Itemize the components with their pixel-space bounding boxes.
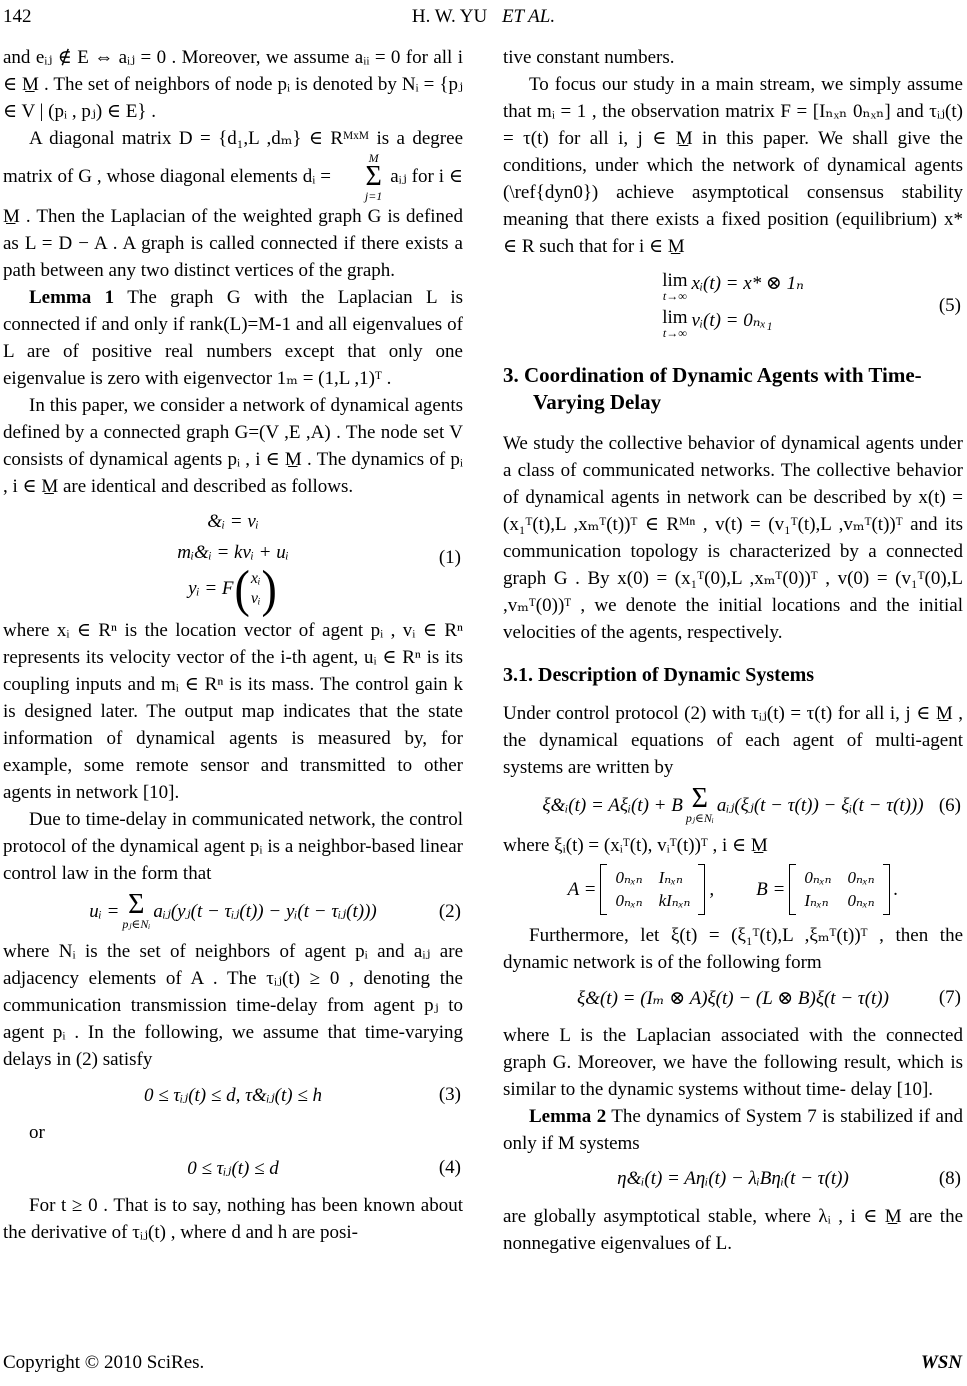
matrix-a-lhs: A = <box>567 878 597 900</box>
lemma-label: Lemma 1 <box>29 287 115 308</box>
equation-5 <box>503 266 963 346</box>
page-footer <box>3 1352 962 1374</box>
equation-segment: uᵢ = <box>89 900 120 922</box>
equation-3 <box>3 1078 463 1112</box>
equation-4 <box>3 1151 463 1185</box>
paragraph: where ξᵢ(t) = (xᵢᵀ(t), vᵢᵀ(t))ᵀ , i ∈ M̲ <box>503 835 768 856</box>
section-number: 3. <box>503 363 519 387</box>
equation-line <box>662 309 804 340</box>
separator: , <box>709 878 715 900</box>
equation-content: η&ᵢ(t) = Aηᵢ(t) − λᵢBηᵢ(t − τ(t)) <box>617 1168 849 1189</box>
summation-inline <box>339 152 382 203</box>
equation-number: (7) <box>938 987 961 1008</box>
paragraph: We study the collective behavior of dynamical agents under a class of communicated networks. The collective behavior of dynamical agents in network can be described by x(t) = (x₁ᵀ(t),L ,xₘᵀ(t))ᵀ ∈ Rᴹⁿ , v(t) = (v₁ᵀ(t),L ,vₘᵀ(t))ᵀ and its communication topology is characterized by a connected graph G . By x(0) = (x₁ᵀ(0),L ,xₘᵀ(0))ᵀ , v(0) = (v₁ᵀ(0),L ,vₘᵀ(0))ᵀ , we denote the initial locations and the initial velocities of the agents, respectively. <box>503 433 963 643</box>
matrix-cell: Iₙₓₙ <box>804 891 829 910</box>
matrix-cell: kIₙₓₙ <box>658 891 691 910</box>
right-paren: ) <box>261 559 277 618</box>
matrix-cell: Iₙₓₙ <box>658 868 683 887</box>
equation-content: ξ&(t) = (Iₘ ⊗ A)ξ(t) − (L ⊗ B)ξ(t − τ(t)) <box>577 987 889 1009</box>
equation-number: (5) <box>938 295 961 316</box>
equation-segment: vᵢ(t) = 0ₙₓ₁ <box>691 310 773 331</box>
equation-8 <box>503 1162 963 1196</box>
paragraph: Furthermore, let ξ(t) = (ξ₁ᵀ(t),L ,ξₘᵀ(t))ᵀ , then the dynamic network is of the following form <box>503 925 963 973</box>
lemma-text: The dynamics of System 7 is stabilized if and only if M systems <box>503 1106 963 1154</box>
running-title-authors: H. W. YU <box>411 6 488 27</box>
lemma-label: Lemma 2 <box>529 1106 607 1127</box>
equation-segment: xᵢ(t) = x* ⊗ 1ₙ <box>691 273 804 294</box>
journal-abbreviation: WSN <box>920 1352 962 1373</box>
summation <box>122 889 151 932</box>
matrix-b <box>789 864 889 915</box>
equation-line: &ᵢ = vᵢ <box>207 511 259 532</box>
paragraph: To focus our study in a main stream, we simply assume that mᵢ = 1 , the observation matrix F = [Iₙₓₙ 0ₙₓₙ] and τᵢⱼ(t) = τ(t) for all i, j ∈ M̲ in this paper. We shall give the conditions, under which the network of dynamical agents (\ref{dyn0}) achieve asymptotical consensus stability meaning that there exists a fixed position (equilibrium) x* ∈ R such that for i ∈ M̲ <box>503 74 963 257</box>
matrix-cell: 0ₙₓₙ <box>615 868 643 887</box>
matrix-cell: 0ₙₓₙ <box>847 891 875 910</box>
running-title <box>3 6 964 28</box>
subsection-heading-3-1: 3.1. Description of Dynamic Systems <box>503 664 815 686</box>
bracket-right <box>883 864 890 915</box>
paragraph: Due to time-delay in communicated network, the control protocol of the dynamical agent pᵢ is a neighbor-based linear control law in the form that <box>3 809 463 885</box>
paragraph-segment: A diagonal matrix D = {d₁,L ,dₘ} ∈ Rᴹˣᴹ is a degree matrix of G , whose diagonal elements dᵢ = <box>3 128 463 187</box>
paragraph: In this paper, we consider a network of dynamical agents defined by a connected graph G=(V ,E ,A) . The node set V consists of dynamical agents pᵢ , i ∈ M̲ . The dynamics of pᵢ , i ∈ M̲ are identical and described as follows. <box>3 395 463 497</box>
paragraph-segment: aᵢⱼ for i ∈ M̲ . Then the Laplacian of the weighted graph G is defined as L = D − A . A graph is called connected if there exists a path between any two distinct vertices of the graph. <box>3 165 463 281</box>
paragraph: are globally asymptotical stable, where λᵢ , i ∈ M̲ are the nonnegative eigenvalues of L. <box>503 1206 963 1254</box>
equation-number: (3) <box>438 1084 461 1106</box>
equation-number: (2) <box>438 900 461 922</box>
two-column-body <box>3 44 964 1257</box>
bracket-left <box>789 864 796 915</box>
equation-segment: aᵢⱼ(yⱼ(t − τᵢⱼ(t)) − yᵢ(t − τᵢⱼ(t))) <box>153 901 377 923</box>
equation-1 <box>3 506 463 618</box>
equation-number: (1) <box>438 546 461 568</box>
sigma-symbol: Σ <box>128 889 145 921</box>
paragraph: Under control protocol (2) with τᵢⱼ(t) = τ(t) for all i, j ∈ M̲ , the dynamical equations of each agent of multi-agent systems are written by <box>503 703 963 778</box>
column-vector <box>251 569 261 609</box>
equation-5-lines <box>662 266 804 346</box>
equation-2 <box>3 889 463 932</box>
bracket-left <box>600 864 607 915</box>
paragraph: tive constant numbers. <box>503 47 675 68</box>
vector-entry: vᵢ <box>250 589 261 607</box>
lim-word: lim <box>662 270 688 291</box>
left-paren: ( <box>234 559 250 618</box>
paragraph: For t ≥ 0 . That is to say, nothing has been known about the derivative of τᵢⱼ(t) , where d and h are posi- <box>3 1195 463 1244</box>
paragraph: and eᵢⱼ ∉ E ⇔ aᵢⱼ = 0 . Moreover, we assume aᵢᵢ = 0 for all i ∈ M̲ . The set of neighbors of node pᵢ is denoted by Nᵢ = {pⱼ ∈ V | (pᵢ , pⱼ) ∈ E} . <box>3 47 463 122</box>
page-number: 142 <box>3 6 32 27</box>
matrix-definitions <box>568 864 899 915</box>
lim-subscript: t→∞ <box>662 289 687 303</box>
equation-number: (8) <box>938 1168 961 1189</box>
matrix-cell: 0ₙₓₙ <box>804 868 832 887</box>
separator: . <box>893 878 899 900</box>
equation-content <box>542 783 924 825</box>
equation-content <box>89 889 377 932</box>
sigma-symbol: Σ <box>691 783 708 814</box>
paragraph-with-sum <box>3 125 463 284</box>
lemma-1 <box>3 284 463 392</box>
sigma-symbol: Σ <box>365 161 382 192</box>
equation-line: mᵢ&ᵢ = kvᵢ + uᵢ <box>177 542 289 563</box>
running-title-etal: ET AL. <box>501 6 556 27</box>
paragraph: where xᵢ ∈ Rⁿ is the location vector of agent pᵢ , vᵢ ∈ Rⁿ represents its velocity vector of the i-th agent, uᵢ ∈ Rⁿ is its coupling inputs and mᵢ ∈ Rⁿ is its mass. The control gain k is designed later. The output map indicates that the state information of dynamical agents is measured by, for example, some remote sensor and transmitted to other agents in network [10]. <box>3 620 463 804</box>
matrix-cell: 0ₙₓₙ <box>847 868 875 887</box>
section-title: Coordination of Dynamic Agents with Time-Varying Delay <box>524 363 922 414</box>
paragraph: where Nᵢ is the set of neighbors of agent pᵢ and aᵢⱼ are adjacency elements of A . The τᵢⱼ(t) ≥ 0 , denoting the communication transmission time-delay from agent pⱼ to agent pᵢ . In the following, we assume that time-varying delays in (2) satisfy <box>3 941 463 1071</box>
lim-word: lim <box>662 307 688 328</box>
equation-segment: yᵢ = F <box>188 578 234 600</box>
sum-lower-limit: pⱼ∈Nᵢ <box>122 917 151 932</box>
equation-matrices <box>503 864 963 915</box>
section-heading-3 <box>503 362 963 416</box>
matrix-a <box>600 864 705 915</box>
matrix-cell: 0ₙₓₙ <box>615 891 643 910</box>
equation-6 <box>503 783 963 825</box>
lemma-text: The graph G with the Laplacian L is connected if and only if rank(L)=M-1 and all eigenvalues of L are of positive real numbers except that only one eigenvalue is zero with eigenvector 1ₘ = (1,L ,1)ᵀ . <box>3 287 464 389</box>
equation-segment: ξ&ᵢ(t) = Aξᵢ(t) + B <box>542 794 683 816</box>
left-column <box>3 44 463 1257</box>
equation-number: (6) <box>938 794 961 816</box>
sum-upper-limit: M <box>368 151 379 165</box>
summation <box>685 783 714 825</box>
paragraph: where L is the Laplacian associated with the connected graph G. Moreover, we have the following result, which is similar to the dynamic systems without time- delay [10]. <box>503 1025 963 1100</box>
sum-lower-limit: pⱼ∈Nᵢ <box>685 811 714 825</box>
equation-content: 0 ≤ τᵢⱼ(t) ≤ d, τ&ᵢⱼ(t) ≤ h <box>143 1084 323 1106</box>
paragraph-or: or <box>29 1122 45 1144</box>
sum-lower-limit: j=1 <box>364 189 383 203</box>
copyright-notice: Copyright © 2010 SciRes. <box>3 1352 205 1373</box>
right-column <box>503 44 963 1257</box>
bracket-right <box>698 864 705 915</box>
equation-7 <box>503 981 963 1015</box>
equation-content: 0 ≤ τᵢⱼ(t) ≤ d <box>187 1157 279 1179</box>
lemma-2 <box>503 1103 963 1157</box>
matrix-b-lhs: B = <box>756 878 786 900</box>
equation-line <box>3 559 463 618</box>
equation-line <box>662 272 804 303</box>
limit-operator <box>662 272 687 303</box>
equation-number: (4) <box>438 1157 461 1179</box>
lim-subscript: t→∞ <box>662 326 687 340</box>
limit-operator <box>662 309 687 340</box>
equation-segment: aᵢⱼ(ξⱼ(t − τ(t)) − ξᵢ(t − τ(t))) <box>716 795 924 816</box>
page-header <box>3 6 964 32</box>
vector-entry: xᵢ <box>250 569 261 587</box>
